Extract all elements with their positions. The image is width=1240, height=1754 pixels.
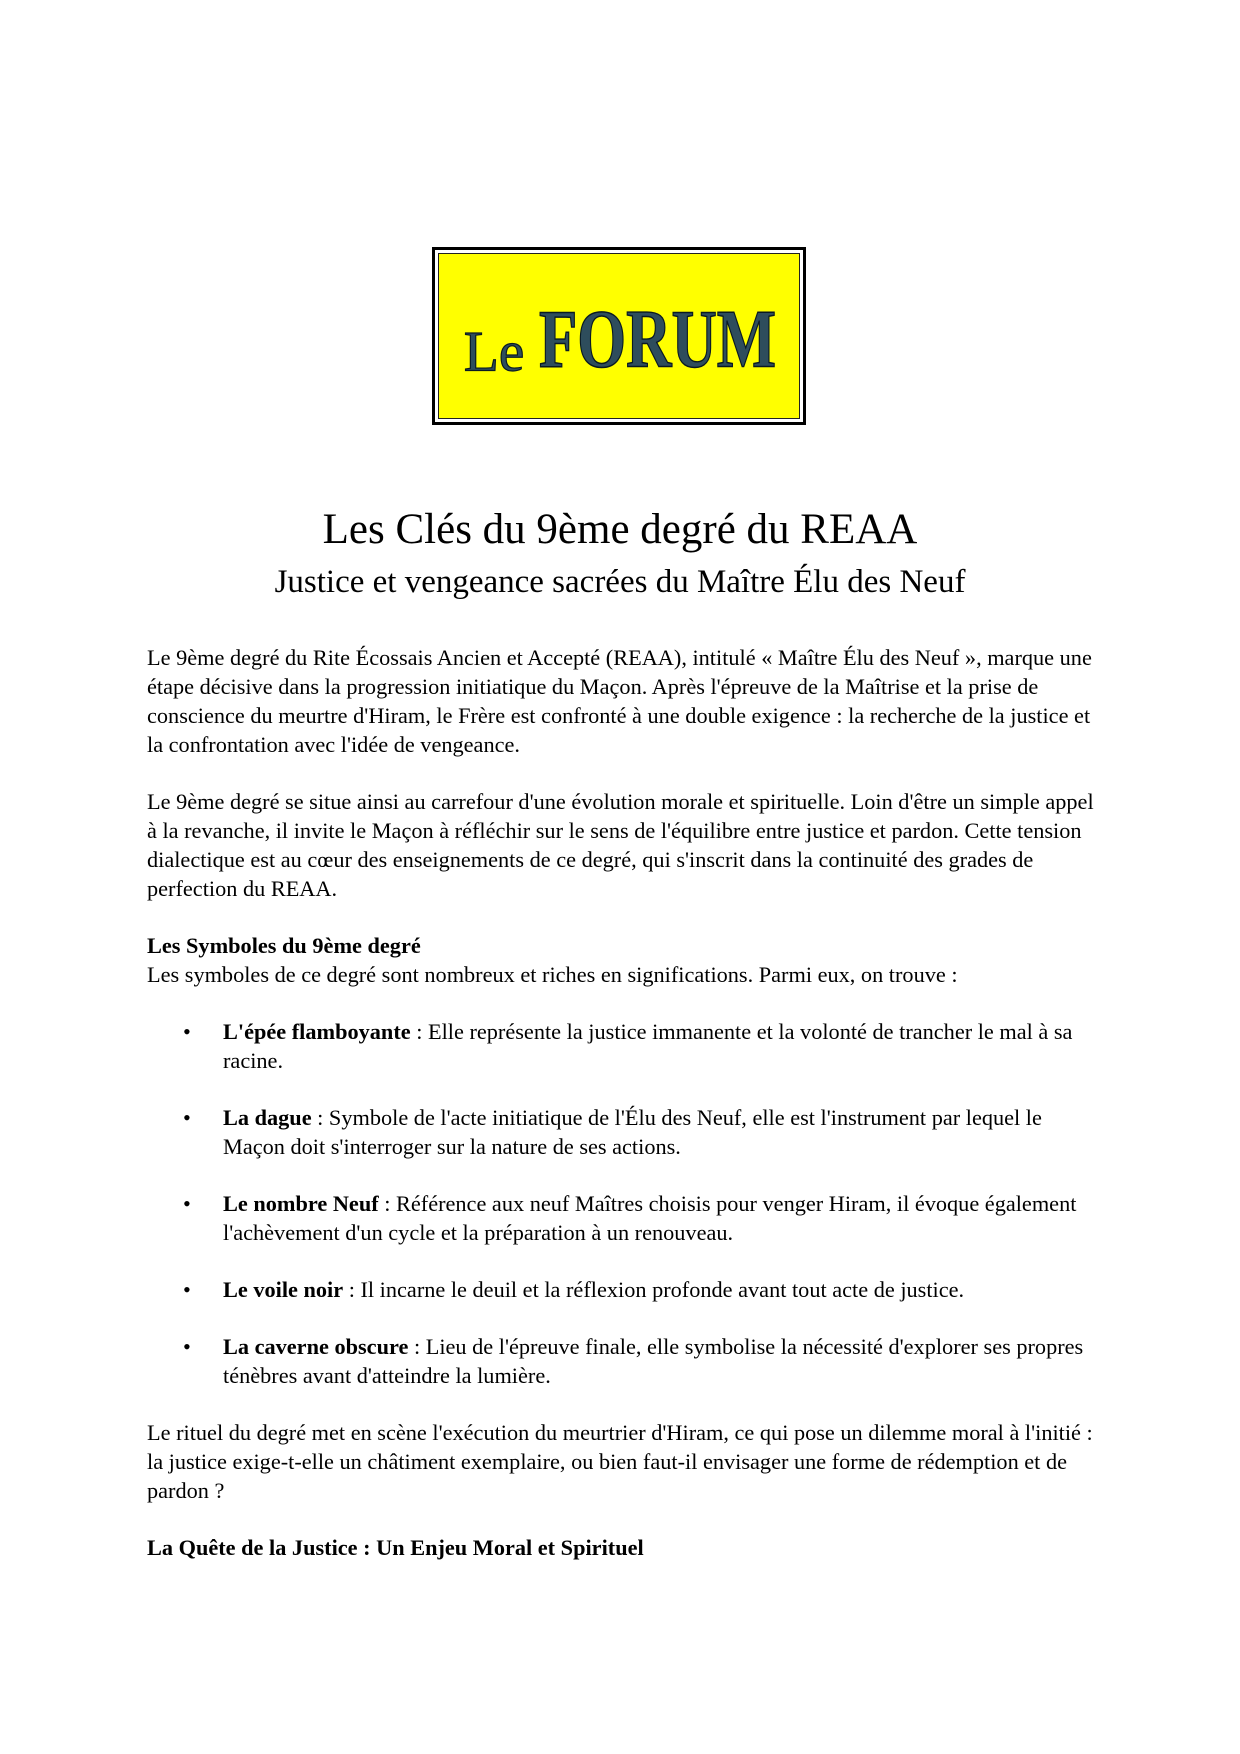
symbol-description: : Référence aux neuf Maîtres choisis pour venger Hiram, il évoque également l'achèvement d'un cycle et la préparation à un renouveau.	[223, 1191, 1077, 1245]
logo-wordmark	[439, 254, 799, 418]
symbols-heading: Les Symboles du 9ème degré	[147, 933, 421, 958]
symbol-description: : Il incarne le deuil et la réflexion profonde avant tout acte de justice.	[343, 1277, 965, 1302]
page-subtitle: Justice et vengeance sacrées du Maître Élu des Neuf	[274, 564, 966, 600]
symbol-description: : Lieu de l'épreuve finale, elle symbolise la nécessité d'explorer ses propres ténèbres avant d'atteindre la lumière.	[223, 1334, 1084, 1388]
list-item	[147, 1017, 1097, 1075]
intro-paragraph: Le 9ème degré du Rite Écossais Ancien et Accepté (REAA), intitulé « Maître Élu des Neuf », marque une étape décisive dans la progression initiatique du Maçon. Après l'épreuve de la Maîtrise et la prise de conscience du meurtre d'Hiram, le Frère est confronté à une double exigence : la recherche de la justice et la confrontation avec l'idée de vengeance.	[147, 645, 1092, 757]
list-item	[147, 1332, 1097, 1390]
justice-heading: La Quête de la Justice : Un Enjeu Moral et Spirituel	[147, 1535, 644, 1560]
symbol-description: : Symbole de l'acte initiatique de l'Élu des Neuf, elle est l'instrument par lequel le Maçon doit s'interroger sur la nature de ses actions.	[223, 1105, 1042, 1159]
symbol-term: La dague	[223, 1105, 312, 1130]
list-item	[147, 1189, 1097, 1247]
symbol-description: : Elle représente la justice immanente et la volonté de trancher le mal à sa racine.	[223, 1019, 1073, 1073]
bullet-icon: •	[183, 1191, 191, 1216]
bullet-icon: •	[183, 1019, 191, 1044]
list-item	[147, 1103, 1097, 1161]
logo-name: FORUM	[538, 292, 777, 385]
symbols-list	[147, 1017, 1097, 1390]
symbol-term: Le nombre Neuf	[223, 1191, 379, 1216]
bullet-icon: •	[183, 1105, 191, 1130]
symbol-term: L'épée flamboyante	[223, 1019, 411, 1044]
ritual-paragraph: Le rituel du degré met en scène l'exécution du meurtrier d'Hiram, ce qui pose un dilemme moral à l'initié : la justice exige-t-elle un châtiment exemplaire, ou bien faut-il envisager une forme de rédemption et de pardon ?	[147, 1420, 1093, 1503]
bullet-icon: •	[183, 1277, 191, 1302]
forum-logo	[432, 247, 806, 425]
article-body	[147, 643, 1097, 1562]
bullet-icon: •	[183, 1334, 191, 1359]
page-title: Les Clés du 9ème degré du REAA	[322, 506, 918, 553]
symbols-intro: Les symboles de ce degré sont nombreux et riches en significations. Parmi eux, on trouve :	[147, 962, 958, 987]
symbol-term: La caverne obscure	[223, 1334, 409, 1359]
logo-prefix: Le	[463, 320, 525, 384]
symbol-term: Le voile noir	[223, 1277, 344, 1302]
list-item	[147, 1275, 1097, 1304]
logo-background	[438, 253, 800, 419]
context-paragraph: Le 9ème degré se situe ainsi au carrefour d'une évolution morale et spirituelle. Loin d'être un simple appel à la revanche, il invite le Maçon à réfléchir sur le sens de l'équilibre entre justice et pardon. Cette tension dialectique est au cœur des enseignements de ce degré, qui s'inscrit dans la continuité des grades de perfection du REAA.	[147, 789, 1094, 901]
